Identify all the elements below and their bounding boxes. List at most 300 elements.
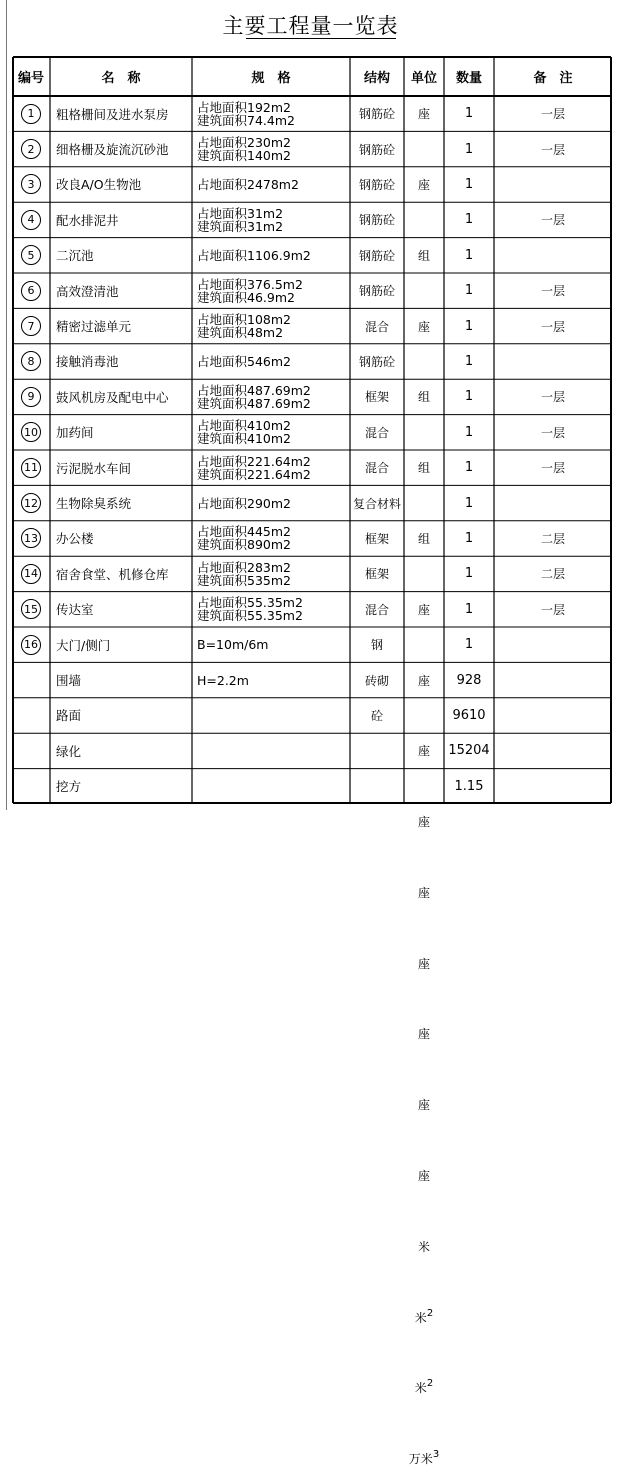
unit-text: 组 xyxy=(417,248,430,263)
quantity-cell xyxy=(444,627,494,662)
remark-cell xyxy=(494,131,612,166)
spec-text: 建筑面积487.69m2 xyxy=(197,395,311,411)
spec-line xyxy=(197,574,291,587)
spec-cell xyxy=(192,167,350,202)
spec-text: 占地面积55.35m2 xyxy=(197,595,303,611)
unit-cell xyxy=(404,733,444,768)
row-number-cell xyxy=(12,521,50,556)
structure-text: 钢筋砼 xyxy=(358,248,395,263)
row-number-circle xyxy=(21,599,41,619)
remark-cell xyxy=(494,379,612,414)
structure-text: 混合 xyxy=(364,425,389,440)
quantity-text: 1 xyxy=(464,106,474,122)
remark-text: 一层 xyxy=(540,602,565,617)
row-number-circle xyxy=(21,351,41,371)
header-label-remark: 备 注 xyxy=(533,70,573,86)
spec-text: 占地面积546m2 xyxy=(197,353,291,369)
structure-cell xyxy=(350,238,404,273)
quantity-cell xyxy=(444,415,494,450)
header-label-quantity: 数量 xyxy=(455,70,482,86)
unit-cell xyxy=(404,1441,444,1476)
remark-text: 一层 xyxy=(540,284,565,299)
row-number-cell xyxy=(12,733,50,768)
structure-text: 钢筋砼 xyxy=(358,213,395,228)
spec-cell xyxy=(192,592,350,627)
unit-cell xyxy=(404,1229,444,1264)
structure-cell xyxy=(350,521,404,556)
item-name-cell xyxy=(50,769,192,804)
quantity-text: 1 xyxy=(464,424,474,440)
row-number-cell xyxy=(12,556,50,591)
quantity-text: 9610 xyxy=(452,707,486,723)
row-number-circle xyxy=(21,174,41,194)
spec-line xyxy=(197,178,299,191)
structure-cell xyxy=(350,733,404,768)
unit-text: 组 xyxy=(417,461,430,476)
structure-text: 钢筋砼 xyxy=(358,354,395,369)
structure-text: 钢 xyxy=(370,638,383,653)
quantity-cell xyxy=(444,521,494,556)
item-name-cell xyxy=(50,556,192,591)
row-number-circle xyxy=(21,635,41,655)
quantity-cell xyxy=(444,202,494,237)
unit-text: 座 xyxy=(417,815,430,830)
unit-cell xyxy=(404,945,444,980)
drawing-frame-line xyxy=(6,0,7,810)
remark-text: 二层 xyxy=(540,567,565,582)
spec-line xyxy=(197,326,283,339)
row-number-cell xyxy=(12,769,50,804)
remark-cell xyxy=(494,733,612,768)
remark-cell xyxy=(494,415,612,450)
spec-cell xyxy=(192,202,350,237)
item-name-cell xyxy=(50,238,192,273)
item-name: 生物除臭系统 xyxy=(56,496,132,512)
item-name: 加药间 xyxy=(56,425,94,441)
spec-line xyxy=(197,674,249,687)
item-name-cell xyxy=(50,592,192,627)
header-label-spec: 规 格 xyxy=(251,70,291,86)
spec-text: 占地面积487.69m2 xyxy=(197,382,311,398)
item-name: 路面 xyxy=(56,708,82,724)
item-name-cell xyxy=(50,131,192,166)
structure-text: 混合 xyxy=(364,319,389,334)
structure-text: 框架 xyxy=(364,567,389,582)
remark-text: 一层 xyxy=(540,142,565,157)
row-number-circle xyxy=(21,387,41,407)
quantity-text: 1 xyxy=(464,530,474,546)
row-number: 6 xyxy=(27,284,35,298)
quantity-cell xyxy=(444,167,494,202)
item-name: 宿舍食堂、机修仓库 xyxy=(56,566,169,582)
quantity-cell xyxy=(444,556,494,591)
structure-text: 混合 xyxy=(364,602,389,617)
row-number: 12 xyxy=(24,496,38,510)
header-remark xyxy=(494,56,612,96)
spec-line xyxy=(197,497,291,510)
row-number-circle xyxy=(21,422,41,442)
spec-text: 占地面积445m2 xyxy=(197,524,291,540)
quantity-text: 928 xyxy=(456,672,482,688)
unit-text: 座 xyxy=(417,107,430,122)
item-name-cell xyxy=(50,167,192,202)
unit-text: 万米 xyxy=(408,1452,433,1467)
structure-cell xyxy=(350,273,404,308)
remark-cell xyxy=(494,167,612,202)
structure-cell xyxy=(350,379,404,414)
item-name-cell xyxy=(50,415,192,450)
spec-cell xyxy=(192,344,350,379)
row-number-cell xyxy=(12,273,50,308)
unit-text: 座 xyxy=(417,319,430,334)
row-number-circle xyxy=(21,316,41,336)
row-number-cell xyxy=(12,592,50,627)
header-no xyxy=(12,56,50,96)
unit-cell xyxy=(404,96,444,131)
spec-line xyxy=(197,538,291,551)
structure-text: 钢筋砼 xyxy=(358,284,395,299)
spec-cell xyxy=(192,556,350,591)
row-number-cell xyxy=(12,96,50,131)
item-name-cell xyxy=(50,698,192,733)
spec-cell xyxy=(192,769,350,804)
unit-text: 座 xyxy=(417,956,430,971)
quantity-cell xyxy=(444,273,494,308)
quantity-text: 15204 xyxy=(448,743,490,759)
unit-cell xyxy=(404,804,444,839)
item-name: 二沉池 xyxy=(56,248,94,264)
unit-exponent: 2 xyxy=(426,1378,434,1390)
row-number-cell xyxy=(12,698,50,733)
item-name-cell xyxy=(50,202,192,237)
quantity-table xyxy=(12,56,612,1467)
spec-text: 占地面积376.5m2 xyxy=(197,276,303,292)
spec-text: 占地面积290m2 xyxy=(197,495,291,511)
quantity-text: 1 xyxy=(464,247,474,263)
item-name: 挖方 xyxy=(56,779,82,795)
unit-text: 组 xyxy=(417,390,430,405)
quantity-cell xyxy=(444,344,494,379)
unit-exponent: 3 xyxy=(432,1449,440,1461)
quantity-text: 1 xyxy=(464,460,474,476)
spec-line xyxy=(197,355,291,368)
remark-text: 二层 xyxy=(540,531,565,546)
item-name: 高效澄清池 xyxy=(56,283,119,299)
spec-text: B=10m/6m xyxy=(197,637,269,653)
unit-cell xyxy=(404,1016,444,1051)
spec-text: 占地面积1106.9m2 xyxy=(197,247,311,263)
row-number-circle xyxy=(21,104,41,124)
remark-cell xyxy=(494,698,612,733)
unit-cell xyxy=(404,167,444,202)
spec-cell xyxy=(192,379,350,414)
row-number-cell xyxy=(12,450,50,485)
row-number: 7 xyxy=(27,319,35,333)
structure-text: 钢筋砼 xyxy=(358,142,395,157)
remark-cell xyxy=(494,202,612,237)
row-number: 3 xyxy=(27,177,35,191)
item-name-cell xyxy=(50,308,192,343)
unit-text: 米 xyxy=(414,1310,427,1325)
quantity-cell xyxy=(444,769,494,804)
unit-text: 座 xyxy=(417,602,430,617)
unit-text: 座 xyxy=(417,673,430,688)
spec-line xyxy=(197,114,295,127)
item-name: 接触消毒池 xyxy=(56,354,119,370)
item-name: 配水排泥井 xyxy=(56,212,119,228)
structure-cell xyxy=(350,769,404,804)
quantity-cell xyxy=(444,662,494,697)
unit-text: 组 xyxy=(417,531,430,546)
row-number: 10 xyxy=(24,425,38,439)
item-name-cell xyxy=(50,627,192,662)
spec-text: 建筑面积221.64m2 xyxy=(197,466,311,482)
row-number: 2 xyxy=(27,142,35,156)
remark-cell xyxy=(494,769,612,804)
structure-cell xyxy=(350,167,404,202)
spec-text: 占地面积108m2 xyxy=(197,312,291,328)
spec-line xyxy=(197,397,311,410)
header-unit xyxy=(404,56,444,96)
row-number: 9 xyxy=(27,390,35,404)
structure-text: 砖砌 xyxy=(364,673,389,688)
row-number: 15 xyxy=(24,602,38,616)
remark-cell xyxy=(494,592,612,627)
unit-text: 米 xyxy=(417,1239,430,1254)
quantity-text: 1 xyxy=(464,212,474,228)
remark-text: 一层 xyxy=(540,461,565,476)
quantity-text: 1 xyxy=(464,389,474,405)
item-name: 细格栅及旋流沉砂池 xyxy=(56,142,169,158)
quantity-cell xyxy=(444,450,494,485)
row-number-cell xyxy=(12,238,50,273)
quantity-cell xyxy=(444,485,494,520)
unit-cell xyxy=(404,521,444,556)
item-name: 大门/侧门 xyxy=(56,637,111,653)
row-number-circle xyxy=(21,281,41,301)
spec-text: 建筑面积46.9m2 xyxy=(197,289,295,305)
spec-cell xyxy=(192,450,350,485)
remark-cell xyxy=(494,556,612,591)
structure-cell xyxy=(350,592,404,627)
remark-cell xyxy=(494,96,612,131)
row-number-cell xyxy=(12,415,50,450)
quantity-cell xyxy=(444,238,494,273)
row-number-circle xyxy=(21,139,41,159)
header-name xyxy=(50,56,192,96)
remark-cell xyxy=(494,308,612,343)
spec-cell xyxy=(192,238,350,273)
quantity-cell xyxy=(444,733,494,768)
quantity-cell xyxy=(444,131,494,166)
unit-text: 米 xyxy=(414,1381,427,1396)
spec-text: 占地面积31m2 xyxy=(197,205,284,221)
spec-text: 占地面积230m2 xyxy=(197,135,291,151)
structure-cell xyxy=(350,308,404,343)
spec-cell xyxy=(192,627,350,662)
remark-text: 一层 xyxy=(540,213,565,228)
header-label-unit: 单位 xyxy=(410,70,437,86)
row-number-cell xyxy=(12,167,50,202)
row-number-cell xyxy=(12,662,50,697)
spec-line xyxy=(197,220,283,233)
row-number: 13 xyxy=(24,531,38,545)
spec-text: 建筑面积31m2 xyxy=(197,218,284,234)
spec-text: 占地面积283m2 xyxy=(197,559,291,575)
row-number-cell xyxy=(12,344,50,379)
structure-cell xyxy=(350,662,404,697)
spec-cell xyxy=(192,698,350,733)
quantity-cell xyxy=(444,96,494,131)
structure-text: 砼 xyxy=(370,708,383,723)
spec-text: 占地面积192m2 xyxy=(197,99,291,115)
quantity-text: 1 xyxy=(464,495,474,511)
item-name: 改良A/O生物池 xyxy=(56,177,142,193)
item-name-cell xyxy=(50,344,192,379)
remark-text: 一层 xyxy=(540,107,565,122)
row-number-circle xyxy=(21,245,41,265)
structure-cell xyxy=(350,415,404,450)
unit-text: 座 xyxy=(417,1027,430,1042)
quantity-text: 1 xyxy=(464,637,474,653)
row-number: 11 xyxy=(24,461,38,475)
remark-text: 一层 xyxy=(540,425,565,440)
remark-cell xyxy=(494,273,612,308)
spec-text: 建筑面积140m2 xyxy=(197,148,291,164)
page-title: 主要工程量一览表 xyxy=(222,14,399,38)
structure-cell xyxy=(350,556,404,591)
unit-cell xyxy=(404,450,444,485)
item-name: 鼓风机房及配电中心 xyxy=(56,389,169,405)
structure-text: 钢筋砼 xyxy=(358,177,395,192)
spec-cell xyxy=(192,521,350,556)
spec-line xyxy=(197,149,291,162)
quantity-text: 1 xyxy=(464,283,474,299)
spec-line xyxy=(197,432,291,445)
structure-cell xyxy=(350,627,404,662)
structure-text: 混合 xyxy=(364,461,389,476)
spec-text: H=2.2m xyxy=(197,672,249,688)
spec-cell xyxy=(192,415,350,450)
title-underline xyxy=(246,38,396,39)
structure-cell xyxy=(350,202,404,237)
quantity-text: 1 xyxy=(464,176,474,192)
spec-cell xyxy=(192,733,350,768)
spec-text: 占地面积2478m2 xyxy=(197,176,299,192)
unit-cell xyxy=(404,238,444,273)
quantity-text: 1.15 xyxy=(454,778,484,794)
remark-cell xyxy=(494,450,612,485)
spec-cell xyxy=(192,308,350,343)
spec-text: 建筑面积74.4m2 xyxy=(197,112,295,128)
remark-cell xyxy=(494,485,612,520)
item-name: 传达室 xyxy=(56,602,94,618)
item-name-cell xyxy=(50,662,192,697)
quantity-cell xyxy=(444,592,494,627)
quantity-text: 1 xyxy=(464,318,474,334)
row-number-circle xyxy=(21,210,41,230)
spec-cell xyxy=(192,273,350,308)
unit-cell xyxy=(404,1087,444,1122)
header-label-no: 编号 xyxy=(17,70,44,86)
unit-cell xyxy=(404,875,444,910)
quantity-text: 1 xyxy=(464,353,474,369)
row-number-circle xyxy=(21,458,41,478)
unit-cell xyxy=(404,662,444,697)
row-number-circle xyxy=(21,564,41,584)
quantity-cell xyxy=(444,308,494,343)
row-number: 4 xyxy=(27,213,35,227)
header-structure xyxy=(350,56,404,96)
item-name-cell xyxy=(50,450,192,485)
row-number: 5 xyxy=(27,248,35,262)
item-name: 精密过滤单元 xyxy=(56,319,132,335)
spec-text: 建筑面积48m2 xyxy=(197,325,284,341)
row-number: 16 xyxy=(24,638,38,652)
row-number-cell xyxy=(12,131,50,166)
quantity-text: 1 xyxy=(464,601,474,617)
unit-exponent: 2 xyxy=(426,1307,434,1319)
remark-cell xyxy=(494,238,612,273)
spec-text: 占地面积410m2 xyxy=(197,418,291,434)
row-number: 14 xyxy=(24,567,38,581)
remark-cell xyxy=(494,521,612,556)
header-label-name: 名 称 xyxy=(101,70,141,86)
header-quantity xyxy=(444,56,494,96)
structure-cell xyxy=(350,450,404,485)
spec-cell xyxy=(192,96,350,131)
structure-cell xyxy=(350,131,404,166)
spec-cell xyxy=(192,485,350,520)
remark-cell xyxy=(494,662,612,697)
unit-cell xyxy=(404,1158,444,1193)
row-number-cell xyxy=(12,202,50,237)
spec-line xyxy=(197,291,295,304)
spec-text: 建筑面积535m2 xyxy=(197,572,291,588)
item-name-cell xyxy=(50,379,192,414)
structure-cell xyxy=(350,485,404,520)
unit-text: 座 xyxy=(417,744,430,759)
unit-cell xyxy=(404,308,444,343)
unit-text: 座 xyxy=(417,1098,430,1113)
remark-cell xyxy=(494,344,612,379)
row-number: 8 xyxy=(27,354,35,368)
unit-cell xyxy=(404,1370,444,1405)
row-number: 1 xyxy=(27,107,35,121)
row-number-circle xyxy=(21,493,41,513)
row-number-cell xyxy=(12,485,50,520)
structure-text: 钢筋砼 xyxy=(358,107,395,122)
item-name: 污泥脱水车间 xyxy=(56,460,132,476)
spec-line xyxy=(197,249,311,262)
header-label-structure: 结构 xyxy=(363,70,390,86)
item-name-cell xyxy=(50,521,192,556)
item-name: 绿化 xyxy=(56,743,82,759)
structure-cell xyxy=(350,344,404,379)
unit-cell xyxy=(404,1299,444,1334)
spec-cell xyxy=(192,131,350,166)
spec-line xyxy=(197,468,311,481)
remark-text: 一层 xyxy=(540,319,565,334)
item-name-cell xyxy=(50,96,192,131)
quantity-text: 1 xyxy=(464,566,474,582)
item-name: 办公楼 xyxy=(56,531,94,547)
unit-text: 座 xyxy=(417,885,430,900)
structure-text: 框架 xyxy=(364,390,389,405)
unit-cell xyxy=(404,592,444,627)
item-name: 粗格栅间及进水泵房 xyxy=(56,106,169,122)
structure-text: 复合材料 xyxy=(352,496,401,511)
